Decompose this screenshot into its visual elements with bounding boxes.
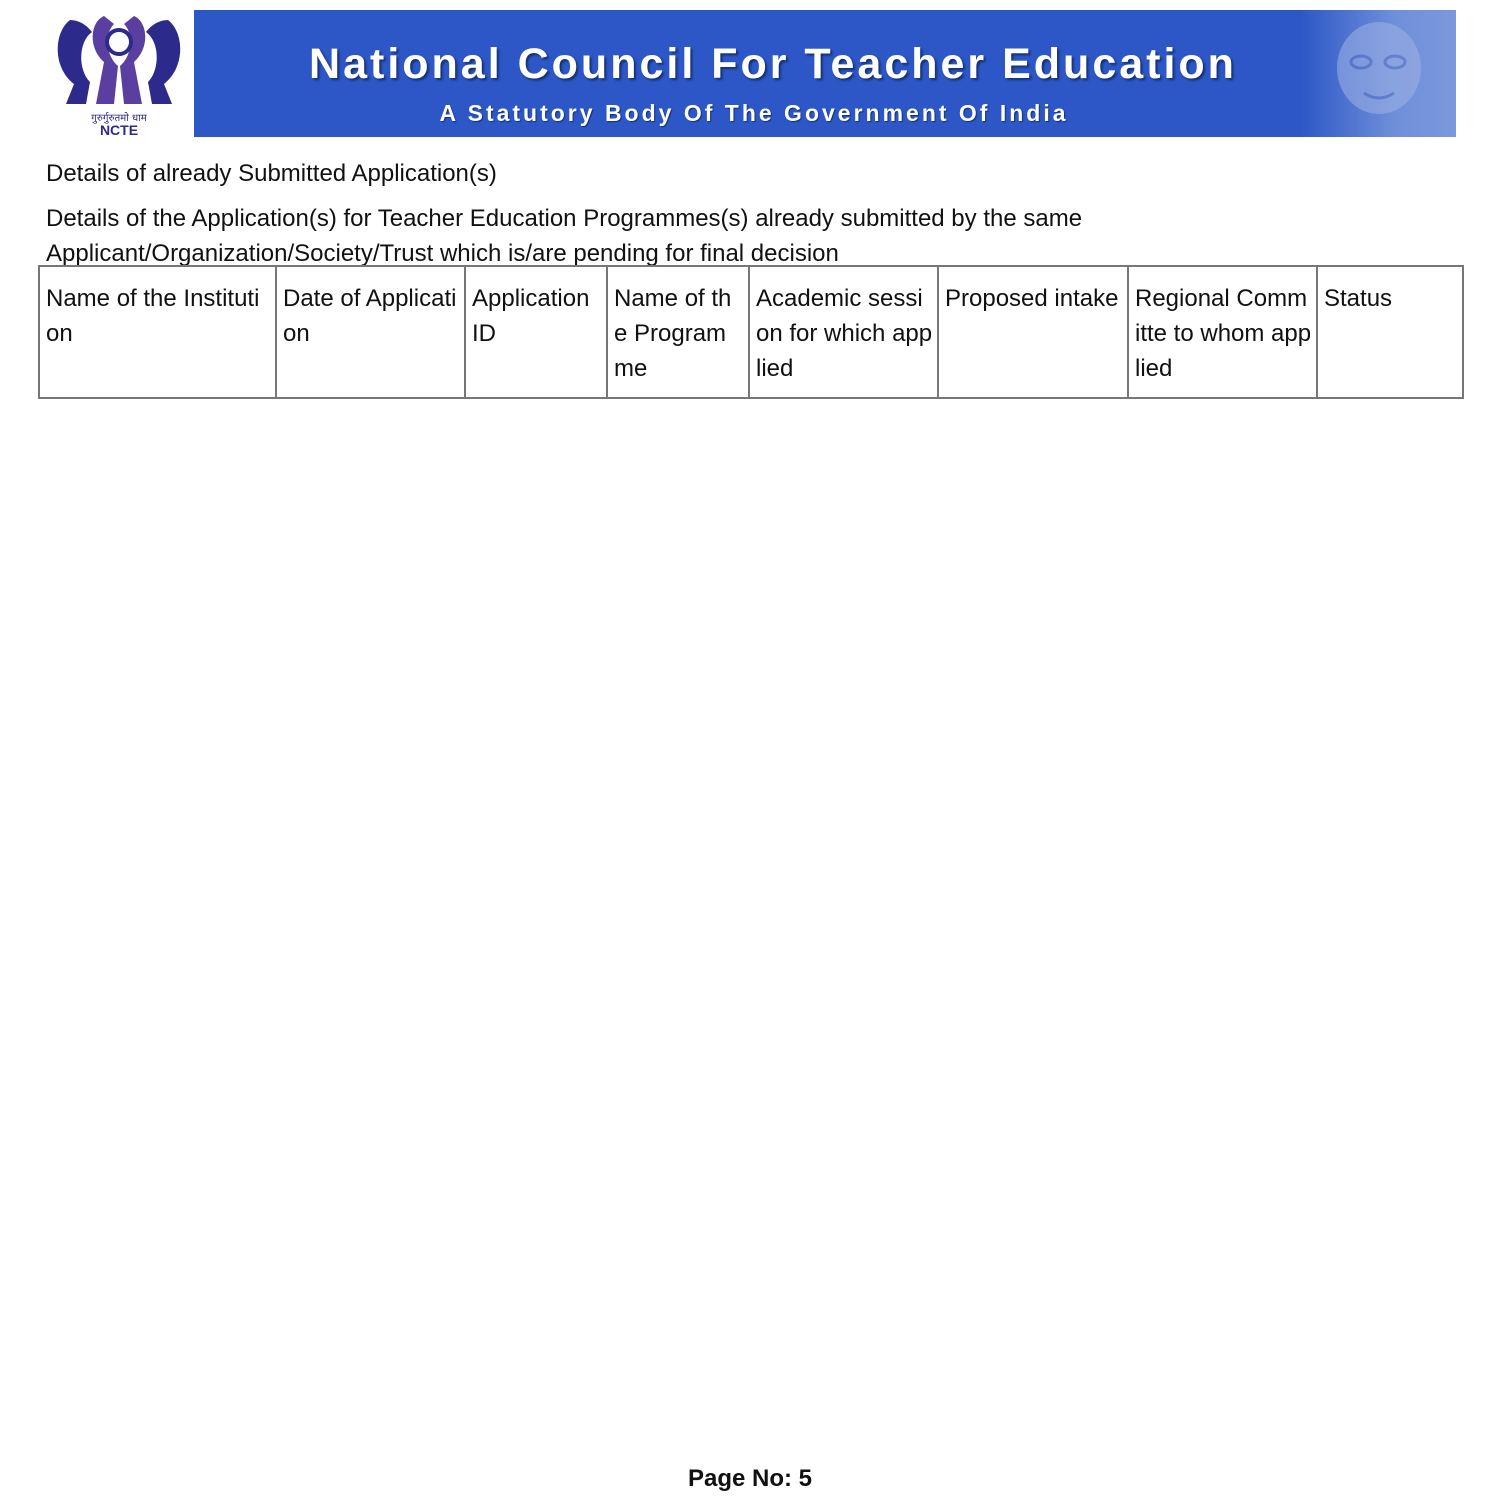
- column-header-status: Status: [1317, 266, 1463, 398]
- page-number: Page No: 5: [687, 1465, 813, 1492]
- ncte-logo: [48, 12, 190, 140]
- column-header-programme-name: Name of the Programme: [607, 266, 749, 398]
- header-banner: [194, 10, 1456, 137]
- table-header-row: [39, 266, 1463, 398]
- banner-title: National Council For Teacher Education: [309, 40, 1237, 88]
- ncte-emblem-icon: [48, 12, 190, 112]
- logo-hindi-motto: गुरुर्गुरुतमो धाम: [91, 113, 147, 124]
- column-header-academic-session: Academic session for which applied: [749, 266, 938, 398]
- column-header-proposed-intake: Proposed intake: [938, 266, 1128, 398]
- column-header-regional-committee: Regional Committe to whom applied: [1128, 266, 1317, 398]
- banner-subtitle: A Statutory Body Of The Government Of India: [439, 100, 1069, 126]
- column-header-institution-name: Name of the Institution: [39, 266, 276, 398]
- applications-table: [38, 265, 1464, 399]
- column-header-application-id: Application ID: [465, 266, 607, 398]
- column-header-application-date: Date of Application: [276, 266, 465, 398]
- logo-acronym: NCTE: [99, 122, 139, 138]
- section-heading: Details of already Submitted Application(s): [46, 160, 497, 187]
- section-description: Details of the Application(s) for Teacher Education Programmes(s) already submitted by the same Applicant/Organization/Society/Trust which is/are pending for final decision: [46, 205, 1083, 267]
